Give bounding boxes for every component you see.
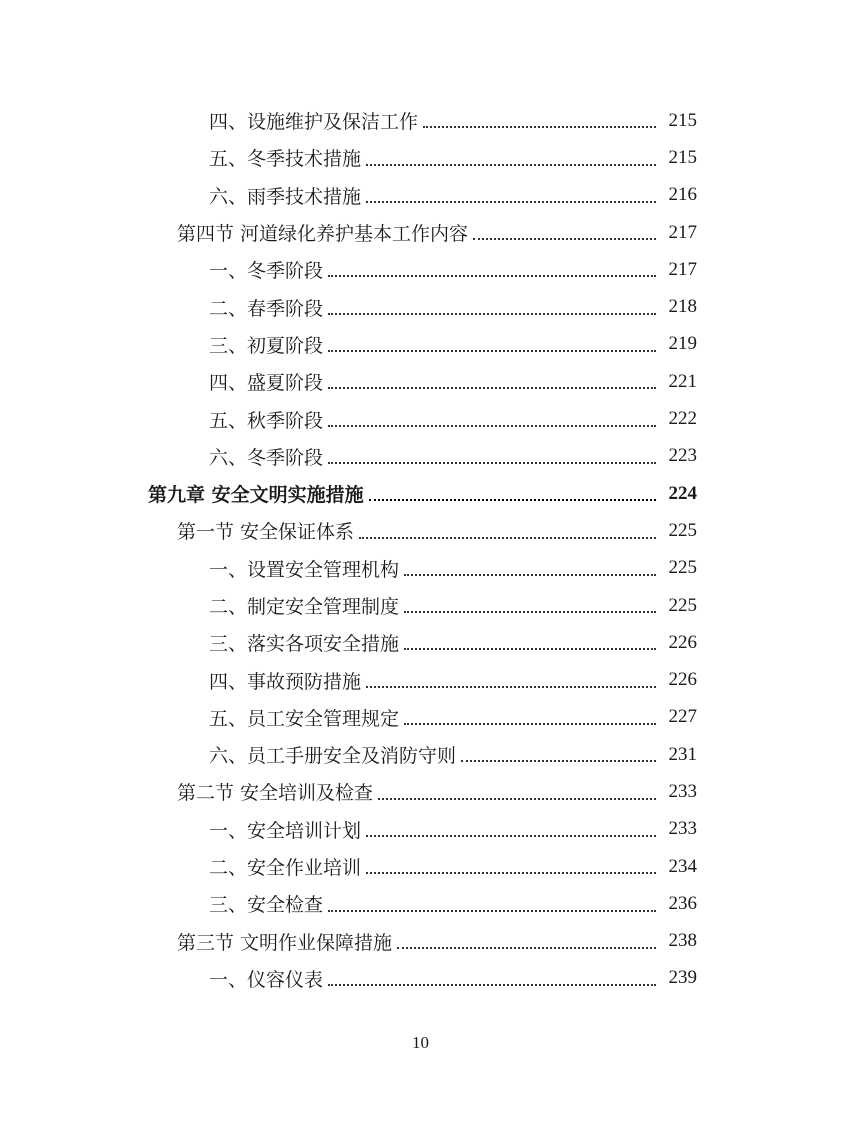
dot-leader [328, 983, 656, 986]
toc-section-entry[interactable] [177, 923, 697, 960]
toc-entry-page: 226 [668, 669, 697, 691]
toc-chapter-entry[interactable] [148, 475, 697, 512]
page-number: 10 [412, 1033, 429, 1052]
toc-entry[interactable] [209, 400, 697, 437]
dot-leader [473, 237, 656, 240]
toc-entry-title: 一、冬季阶段 [209, 260, 324, 283]
dot-leader [404, 610, 656, 613]
toc-entry-title: 三、安全检查 [209, 894, 324, 917]
dot-leader [366, 163, 656, 166]
dot-leader [369, 498, 656, 501]
table-of-contents [0, 102, 841, 997]
dot-leader [328, 349, 656, 352]
toc-entry-page: 236 [668, 892, 697, 914]
toc-entry-title: 第二节 安全培训及检查 [177, 782, 374, 805]
toc-entry[interactable] [209, 102, 697, 139]
toc-entry-title: 一、设置安全管理机构 [209, 558, 400, 581]
toc-entry-page: 218 [668, 296, 697, 318]
toc-entry[interactable] [209, 438, 697, 475]
toc-entry-title: 三、初夏阶段 [209, 334, 324, 357]
toc-entry-page: 216 [668, 184, 697, 206]
dot-leader [404, 573, 656, 576]
toc-entry-title: 一、仪容仪表 [209, 968, 324, 991]
dot-leader [328, 909, 656, 912]
toc-entry-title: 四、盛夏阶段 [209, 372, 324, 395]
toc-entry-title: 第四节 河道绿化养护基本工作内容 [177, 223, 469, 246]
toc-entry[interactable] [209, 624, 697, 661]
toc-entry-page: 221 [668, 370, 697, 392]
toc-entry-page: 224 [668, 482, 697, 504]
toc-entry-title: 五、秋季阶段 [209, 409, 324, 432]
toc-entry-page: 225 [668, 519, 697, 541]
toc-entry[interactable] [209, 661, 697, 698]
dot-leader [423, 125, 656, 128]
dot-leader [404, 647, 656, 650]
toc-entry-page: 222 [668, 408, 697, 430]
toc-entry[interactable] [209, 288, 697, 325]
dot-leader [328, 386, 656, 389]
toc-entry[interactable] [209, 550, 697, 587]
toc-entry-title: 五、员工安全管理规定 [209, 707, 400, 730]
toc-entry-page: 223 [668, 445, 697, 467]
dot-leader [366, 685, 656, 688]
toc-entry-title: 六、雨季技术措施 [209, 185, 362, 208]
dot-leader [404, 722, 656, 725]
toc-entry-page: 215 [668, 146, 697, 168]
toc-entry[interactable] [209, 885, 697, 922]
toc-entry-page: 227 [668, 706, 697, 728]
toc-entry-title: 一、安全培训计划 [209, 819, 362, 842]
toc-entry-title: 六、冬季阶段 [209, 446, 324, 469]
dot-leader [366, 200, 656, 203]
dot-leader [328, 424, 656, 427]
dot-leader [366, 871, 656, 874]
toc-entry-page: 215 [668, 109, 697, 131]
dot-leader [328, 274, 656, 277]
toc-entry-title: 二、春季阶段 [209, 297, 324, 320]
toc-entry-page: 217 [668, 258, 697, 280]
toc-entry-page: 238 [668, 930, 697, 952]
toc-section-entry[interactable] [177, 214, 697, 251]
toc-entry-title: 第一节 安全保证体系 [177, 521, 355, 544]
toc-entry-title: 第三节 文明作业保障措施 [177, 931, 393, 954]
dot-leader [378, 797, 656, 800]
dot-leader [397, 946, 656, 949]
toc-entry[interactable] [209, 326, 697, 363]
toc-entry[interactable] [209, 139, 697, 176]
toc-entry[interactable] [209, 177, 697, 214]
toc-entry-title: 二、安全作业培训 [209, 857, 362, 880]
dot-leader [328, 312, 656, 315]
toc-entry-page: 225 [668, 557, 697, 579]
toc-entry[interactable] [209, 699, 697, 736]
toc-section-entry[interactable] [177, 512, 697, 549]
toc-entry[interactable] [209, 811, 697, 848]
toc-entry[interactable] [209, 848, 697, 885]
dot-leader [461, 759, 656, 762]
toc-section-entry[interactable] [177, 773, 697, 810]
toc-entry-page: 217 [668, 221, 697, 243]
toc-entry[interactable] [209, 960, 697, 997]
toc-entry-page: 226 [668, 631, 697, 653]
toc-entry[interactable] [209, 251, 697, 288]
toc-entry[interactable] [209, 363, 697, 400]
dot-leader [328, 461, 656, 464]
toc-entry-title: 三、落实各项安全措施 [209, 633, 400, 656]
toc-entry-title: 五、冬季技术措施 [209, 148, 362, 171]
toc-entry-page: 239 [668, 967, 697, 989]
toc-entry-title: 二、制定安全管理制度 [209, 596, 400, 618]
toc-entry-page: 231 [668, 743, 697, 765]
toc-entry-page: 233 [668, 780, 697, 802]
toc-entry-page: 234 [668, 855, 697, 877]
toc-entry[interactable] [209, 587, 697, 624]
toc-entry-title: 四、事故预防措施 [209, 670, 362, 693]
dot-leader [366, 834, 656, 837]
toc-entry-page: 219 [668, 333, 697, 355]
toc-entry-page: 233 [668, 818, 697, 840]
toc-entry-page: 225 [668, 594, 697, 616]
toc-entry[interactable] [209, 736, 697, 773]
toc-chapter-title: 第九章 安全文明实施措施 [148, 484, 364, 507]
dot-leader [359, 536, 656, 539]
toc-entry-title: 四、设施维护及保洁工作 [209, 111, 419, 134]
toc-entry-title: 六、员工手册安全及消防守则 [209, 745, 457, 768]
